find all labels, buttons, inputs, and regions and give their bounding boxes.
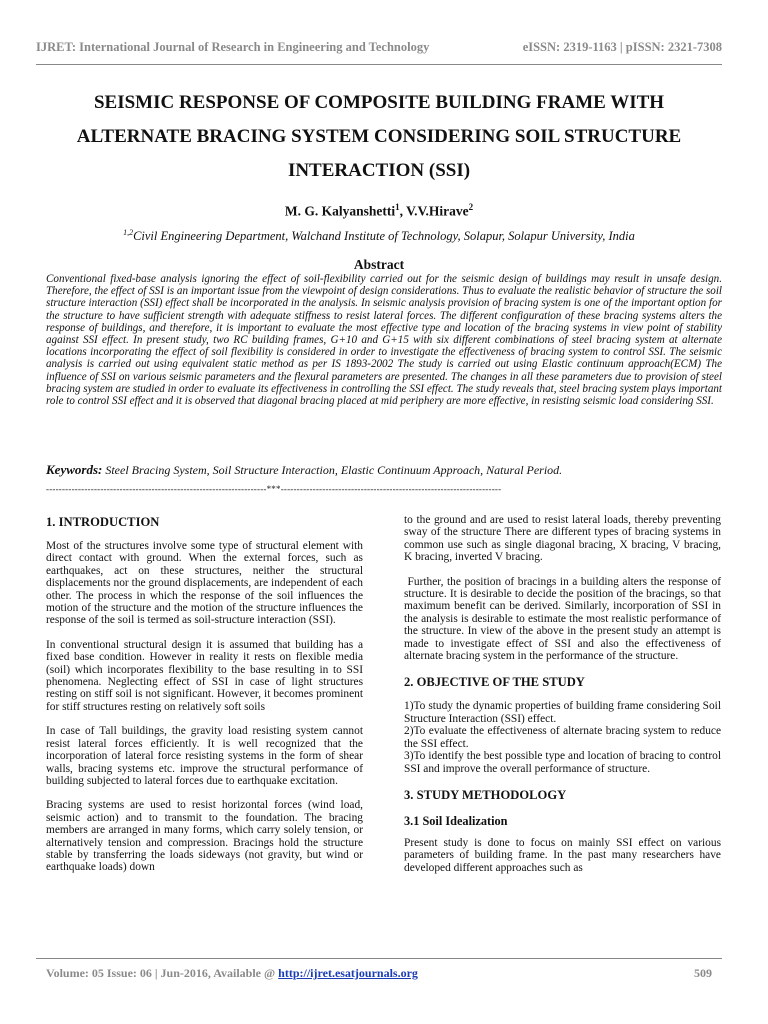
journal-url-link[interactable]: http://ijret.esatjournals.org: [278, 966, 418, 980]
paper-title: [36, 86, 722, 188]
intro-paragraph-3: In case of Tall buildings, the gravity load resisting system cannot resist lateral forces efficiently. It is well recognized that the incorporation of lateral force resisting systems in the form of shear walls, bracing systems etc. improve the structural performance of building subjected to lateral forces due to earthquake excitation.: [46, 725, 363, 787]
title-line-3: INTERACTION (SSI): [287, 160, 471, 181]
intro-paragraph-2: In conventional structural design it is assumed that building has a fixed base condition. However in reality it rests on flexible media (soil) which incorporates flexibility to the base resulting in to SSI phenomena. Neglecting effect of SSI in case of light structures resting on stiff soil is not significant. However, it becomes prominent for stiff structures resting on relatively soft soils: [46, 638, 363, 713]
page-number: 509: [694, 966, 712, 980]
keywords-label: Keywords:: [46, 462, 103, 477]
author-2-affil-mark: 2: [468, 202, 474, 212]
objective-item-2: 2)To evaluate the effectiveness of alternate bracing system to reduce the SSI effect.: [404, 725, 721, 750]
running-header: [36, 40, 722, 55]
journal-name: IJRET: International Journal of Research in Engineering and Technology: [36, 40, 430, 54]
title-line-1: SEISMIC RESPONSE OF COMPOSITE BUILDING FRAME WITH: [93, 92, 665, 113]
objective-item-3: 3)To identify the best possible type and location of bracing to control SSI and improve the overall performance of structure.: [404, 750, 721, 775]
intro-paragraph-5: to the ground and are used to resist lateral loads, thereby preventing sway of the structure There are different types of bracing systems in common use such as single diagonal bracing, X bracing, V bracing, K bracing, inverted V bracing.: [404, 514, 721, 564]
header-divider: [36, 64, 722, 65]
intro-paragraph-6: Further, the position of bracings in a building alters the response of structure. It is desirable to decide the position of the bracings, so that maximum benefit can be derived. Similarly, incorporation of SSI in the analysis is desirable to estimate the most realistic performance of the structure. In view of the above in the present study an attempt is made to investigate effect of SSI and also the effectiveness of alternate bracing system in the performance of the structure.: [404, 575, 724, 663]
left-column: [46, 514, 363, 886]
issn-info: eISSN: 2319-1163 | pISSN: 2321-7308: [522, 40, 722, 54]
section-separator: ---------------------------------------------------------------------***---------------------------------------------------------------------: [46, 484, 502, 494]
footer-volume-info: [46, 966, 418, 981]
footer-divider: [36, 958, 722, 959]
author-2: V.V.Hirave: [406, 203, 469, 219]
objective-heading: 2. OBJECTIVE OF THE STUDY: [404, 675, 585, 690]
title-line-2: ALTERNATE BRACING SYSTEM CONSIDERING SOIL STRUCTURE: [76, 126, 682, 147]
intro-paragraph-1: Most of the structures involve some type of structural element with direct contact with ground. When the external forces, such as earthquakes, act on these structures, neither the structural displacements nor the ground displacements, are independent of each other. The process in which the response of the soil influences the motion of the structure and the motion of the structure influences the response of the soil is termed as soil-structure interaction (SSI).: [46, 540, 363, 627]
abstract-heading: Abstract: [353, 257, 405, 272]
author-list: [36, 202, 722, 220]
introduction-heading: 1. INTRODUCTION: [46, 515, 160, 529]
methodology-heading: 3. STUDY METHODOLOGY: [404, 787, 567, 802]
affiliation-mark: 1,2: [123, 228, 134, 237]
author-1-affil-mark: 1: [395, 202, 400, 212]
objective-item-1: 1)To study the dynamic properties of building frame considering Soil Structure Interaction (SSI) effect.: [404, 700, 721, 725]
author-separator: ,: [399, 203, 407, 219]
author-1: M. G. Kalyanshetti: [284, 203, 396, 219]
soil-idealization-heading: 3.1 Soil Idealization: [404, 813, 508, 828]
right-column: [404, 514, 724, 886]
abstract-text: Conventional fixed-base analysis ignoring the effect of soil-flexibility carried out for the seismic design of buildings may result in unsafe design. Therefore, the effect of SSI is an important issue from the viewpoint of design considerations. Thus to evaluate the realistic behavior of structure the soil structure interaction (SSI) effect shall be incorporated in the analysis. In seismic analysis provision of bracing system is one of the important option for the structure to have sufficient strength with adequate stiffness to resist lateral forces. The different configuration of these bracing systems alters the response of buildings, and therefore, it is important to evaluate the most effective type and location of the bracing systems in view point of stability against SSI effect. In present study, two RC building frames, G+10 and G+15 with six different combinations of steel bracing system at alternate locations incorporating the effect of soil flexibility is considered in order to investigate the effectiveness of bracing system to control SSI. The seismic analysis is carried out using equivalent static method as per IS 1893-2002 The study is carried out using Elastic continuum approach(ECM) The influence of SSI on various seismic parameters and the flexural parameters are presented. The changes in all these parameters due to provision of steel bracing system are studied in order to evaluate its effectiveness in controlling the SSI effect. The study reveals that, steel bracing system plays important role to control SSI effect and it is observed that diagonal bracing placed at mid periphery are more effective, in resisting seismic load considering SSI.: [46, 273, 722, 408]
intro-paragraph-4: Bracing systems are used to resist horizontal forces (wind load, seismic action) and to transmit to the foundation. The bracing members are arranged in many forms, which carry solely tension, or alternatively tension and compression. Bracings hold the structure stable by transferring the loads sideways (not gravity, but wind or earthquake loads) down: [46, 799, 363, 874]
methodology-paragraph: Present study is done to focus on mainly SSI effect on various parameters of building frame. In the past many researchers have developed different approaches such as: [404, 836, 721, 874]
affiliation: [36, 228, 722, 244]
footer-volume-text: Volume: 05 Issue: 06 | Jun-2016, Available @: [46, 966, 279, 980]
running-footer: [46, 966, 712, 981]
keywords-text: Steel Bracing System, Soil Structure Interaction, Elastic Continuum Approach, Natural Period.: [102, 463, 563, 477]
keywords: [46, 462, 722, 478]
affiliation-text: Civil Engineering Department, Walchand Institute of Technology, Solapur, Solapur University, India: [133, 229, 635, 244]
